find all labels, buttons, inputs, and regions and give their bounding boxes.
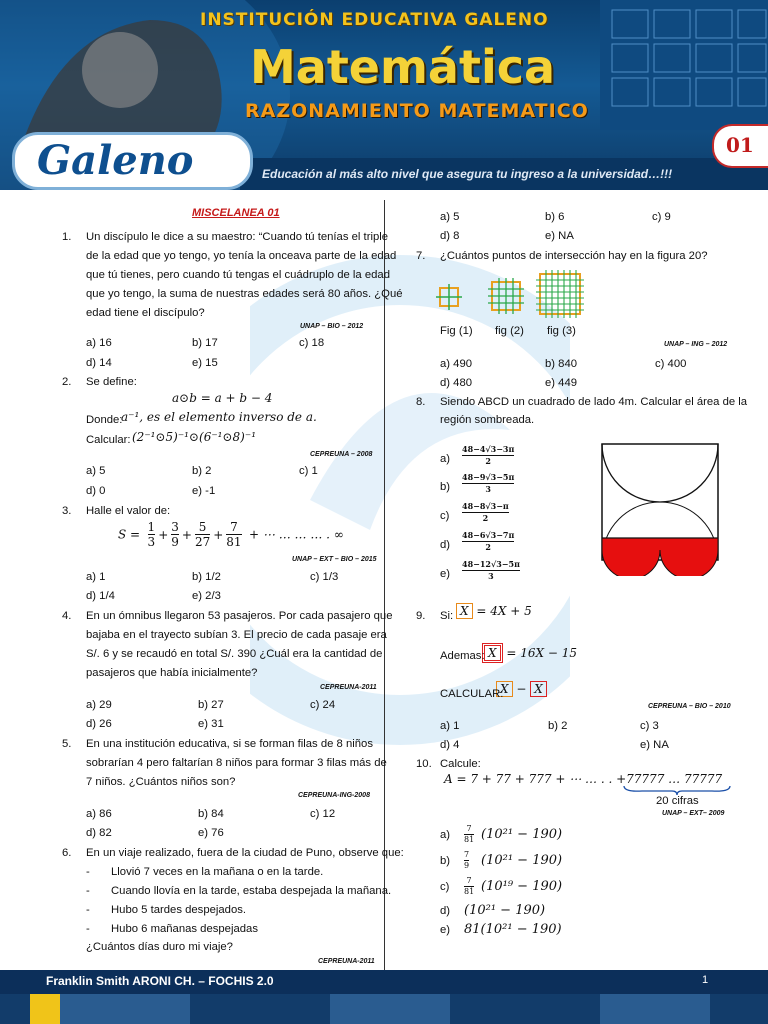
left-text-line: 2. [62, 376, 72, 388]
q10-option-letter: e) [440, 924, 451, 936]
series-fraction [171, 520, 179, 549]
left-text-line: En un ómnibus llegaron 53 pasajeros. Por cada pasajero que [86, 610, 393, 622]
right-text-line: c) 9 [652, 211, 671, 223]
intersection-figures [436, 270, 586, 320]
section-title: MISCELANEA 01 [192, 207, 280, 219]
box-variable: X [488, 646, 497, 660]
left-text-line: a) 16 [86, 337, 112, 349]
source-tag: UNAP – ING – 2012 [664, 341, 728, 348]
q10-option-expression: 81(10²¹ − 190) [464, 922, 562, 937]
left-text-line: edad tiene el discípulo? [86, 307, 205, 319]
q10-option-fraction [464, 824, 474, 845]
left-text-line: a) 1 [86, 571, 106, 583]
left-text-line: c) 1/3 [310, 571, 339, 583]
plus-sign: + [181, 527, 192, 542]
q10-option-letter: a) [440, 829, 451, 841]
right-text-line: Si: [440, 610, 454, 622]
slogan: Educación al más alto nivel que asegura tu ingreso a la universidad…!!! [262, 167, 673, 181]
left-text-line: e) 76 [198, 827, 224, 839]
left-text-line: c) 24 [310, 699, 336, 711]
operation-definition: a⊙b = a + b − 4 [172, 391, 273, 405]
left-text-line: bajaba en el trayecto subían 3. El precio de cada pasaje era [86, 629, 387, 641]
left-text-line: Un discípulo le dice a su maestro: “Cuando tú tenías el triple [86, 231, 389, 243]
right-text-line: 8. [416, 396, 426, 408]
worksheet-number-badge [712, 124, 768, 168]
q10-option-expression: (10¹⁹ − 190) [481, 879, 563, 894]
q8-option-letter: c) [440, 510, 450, 522]
q10-option-letter: b) [440, 855, 451, 867]
fraction-numerator: 3 [171, 520, 179, 534]
right-text-line: d) 4 [440, 739, 460, 751]
left-text-line: e) 31 [198, 718, 224, 730]
series-fraction [148, 520, 156, 549]
right-text-line: Calcule: [440, 758, 481, 770]
series-fraction [226, 520, 241, 549]
left-text-line: e) 15 [192, 357, 218, 369]
left-text-line: - [86, 923, 90, 935]
left-text-line: En un viaje realizado, fuera de la ciudad de Puno, observe que: [86, 847, 404, 859]
right-text-line: a) 1 [440, 720, 460, 732]
source-tag: UNAP – BIO – 2012 [300, 323, 364, 330]
right-text-line: 7. [416, 250, 426, 262]
fraction-denominator: 81 [464, 887, 475, 896]
left-text-line: - [86, 885, 90, 897]
left-text-line: b) 84 [198, 808, 224, 820]
right-text-line: región sombreada. [440, 414, 535, 426]
q9-equation-1 [456, 603, 532, 619]
left-text-line: c) 12 [310, 808, 336, 820]
q9-equation-2 [482, 643, 577, 663]
q8-option-fraction [462, 472, 514, 495]
fraction-numerator: 7 [226, 520, 241, 535]
left-text-line: d) 82 [86, 827, 112, 839]
right-text-line: ¿Cuántos puntos de intersección hay en la figura 20? [440, 250, 708, 262]
left-text-line: e) 2/3 [192, 590, 221, 602]
q10-option-letter: c) [440, 881, 450, 893]
source-tag: UNAP – EXT – BIO – 2015 [292, 556, 377, 563]
left-text-line: Calcular: [86, 434, 131, 446]
left-text-line: pasajeros que había inicialmente? [86, 667, 258, 679]
left-text-line: d) 26 [86, 718, 112, 730]
right-text-line: b) 2 [548, 720, 568, 732]
calculate-expression: (2⁻¹⊙5)⁻¹⊙(6⁻¹⊙8)⁻¹ [132, 430, 257, 444]
right-text-line: 20 cifras [656, 795, 699, 807]
fig-1 [436, 284, 462, 310]
q8-option-fraction [462, 501, 509, 524]
fraction-denominator: 3 [488, 571, 494, 581]
left-text-line: S/. 6 y se recaudó en total S/. 390 ¿Cuál era la cantidad de [86, 648, 383, 660]
left-text-line: ¿Cuántos días duro mi viaje? [86, 941, 233, 953]
institution-name: INSTITUCIÓN EDUCATIVA GALENO [200, 10, 549, 30]
q10-option-expression: (10²¹ − 190) [481, 827, 563, 842]
fraction-numerator: 48−8√3−π [462, 501, 509, 511]
left-text-line: Halle el valor de: [86, 505, 171, 517]
left-text-line: que yo tengo, la suma de nuestras edades será 80 años. ¿Qué [86, 288, 403, 300]
triangle-box [456, 603, 473, 619]
left-text-line: Cuando llovía en la tarde, estaba despejada la mañana. [111, 885, 392, 897]
fraction-denominator: 3 [147, 535, 156, 549]
right-text-line: Ademas: [440, 650, 485, 662]
left-text-line: c) 18 [299, 337, 325, 349]
source-tag: CEPREUNA-ING-2008 [298, 792, 370, 799]
fraction-numerator: 7 [464, 850, 470, 859]
minus-sign: − [516, 682, 527, 696]
right-text-line: 10. [416, 758, 432, 770]
q8-option-fraction [462, 530, 514, 553]
left-text-line: que tú tienes, pero cuando tú tengas el cuádruplo de la edad [86, 269, 390, 281]
right-text-line: d) 480 [440, 377, 473, 389]
left-text-line: a) 5 [86, 465, 106, 477]
fraction-numerator: 48−12√3−5π [462, 559, 520, 569]
left-text-line: d) 14 [86, 357, 112, 369]
series-expression [118, 520, 344, 549]
left-text-line: d) 1/4 [86, 590, 115, 602]
fraction-numerator: 1 [147, 520, 156, 534]
fraction-numerator: 7 [464, 876, 474, 887]
source-tag: UNAP – EXT– 2009 [662, 810, 725, 817]
left-text-line: Donde: [86, 414, 123, 426]
left-text-line: 3. [62, 505, 72, 517]
left-text-line: e) -1 [192, 485, 216, 497]
right-text-line: a) 490 [440, 358, 473, 370]
plus-sign: + [158, 527, 169, 542]
q8-option-letter: e) [440, 568, 451, 580]
right-text-line: e) 449 [545, 377, 578, 389]
left-text-line: 5. [62, 738, 72, 750]
fraction-numerator: 48−4√3−3π [462, 444, 515, 454]
right-text-line: fig (2) [495, 325, 524, 337]
fraction-denominator: 81 [464, 835, 475, 844]
page-number: 1 [702, 974, 709, 986]
left-text-line: b) 2 [192, 465, 212, 477]
footer-author: Franklin Smith ARONI CH. – FOCHIS 2.0 [46, 974, 274, 988]
left-text-line: d) 0 [86, 485, 106, 497]
left-text-line: a) 29 [86, 699, 112, 711]
right-text-line: 9. [416, 610, 426, 622]
source-tag: CEPREUNA – 2008 [310, 451, 373, 458]
q9-calculate-expression [496, 681, 547, 697]
right-text-line: b) 840 [545, 358, 578, 370]
q10-option-letter: d) [440, 905, 451, 917]
footer-band [0, 994, 768, 1024]
worksheet-number: 01 [726, 133, 754, 157]
right-text-line: fig (3) [547, 325, 576, 337]
left-text-line: Hubo 5 tardes despejados. [111, 904, 247, 916]
right-text-line: b) 6 [545, 211, 565, 223]
right-text-line: a) 5 [440, 211, 460, 223]
left-text-line: Se define: [86, 376, 137, 388]
header-banner [0, 0, 768, 190]
left-text-line: b) 1/2 [192, 571, 221, 583]
left-text-line: - [86, 866, 90, 878]
q8-option-letter: a) [440, 453, 451, 465]
right-text-line: Fig (1) [440, 325, 473, 337]
source-tag: CEPREUNA – BIO – 2010 [648, 703, 731, 710]
fraction-numerator: 7 [464, 824, 474, 835]
q8-option-fraction [462, 444, 514, 467]
box-variable: X [534, 682, 543, 696]
fraction-denominator: 27 [194, 535, 211, 549]
fraction-denominator: 2 [485, 456, 491, 466]
left-text-line: b) 17 [192, 337, 218, 349]
shaded-region [602, 538, 718, 576]
right-text-line: Siendo ABCD un cuadrado de lado 4m. Calcular el área de la [440, 396, 748, 408]
fraction-denominator: 3 [485, 484, 491, 494]
series-fractions [145, 520, 245, 549]
left-text-line: b) 27 [198, 699, 224, 711]
left-text-line: - [86, 904, 90, 916]
right-text-line: c) 400 [655, 358, 687, 370]
q10-sum-expression: A = 7 + 77 + 777 + ⋯ … . . +77777 … 77777 [444, 772, 723, 786]
q8-option-fraction [462, 559, 520, 582]
left-text-line: c) 1 [299, 465, 318, 477]
course-title: RAZONAMIENTO MATEMATICO [245, 100, 589, 122]
q10-option-fraction [464, 876, 474, 897]
left-text-line: Llovió 7 veces en la mañana o en la tarde. [111, 866, 324, 878]
q8-option-letter: b) [440, 481, 451, 493]
left-text-line: 1. [62, 231, 72, 243]
left-text-line: de la edad que yo tengo, yo tenía la onceava parte de la edad [86, 250, 397, 262]
box-variable: X [500, 682, 509, 696]
left-text-line: En una institución educativa, si se forman filas de 8 niños [86, 738, 373, 750]
series-fraction [195, 520, 210, 549]
equation-1-rhs: = 4X + 5 [476, 604, 532, 618]
inverse-definition: a⁻¹, es el elemento inverso de a. [121, 410, 317, 424]
right-text-line: CALCULAR: [440, 688, 504, 700]
left-text-line: a) 86 [86, 808, 112, 820]
right-text-line: c) 3 [640, 720, 659, 732]
double-square-box [482, 643, 503, 663]
fraction-denominator: 9 [464, 861, 470, 870]
square-box [530, 681, 547, 697]
series-tail: + ⋯ … … … . ∞ [249, 527, 344, 542]
fig-2 [488, 278, 524, 314]
left-text-line: Hubo 6 mañanas despejadas [111, 923, 258, 935]
source-tag: CEPREUNA-2011 [320, 684, 377, 691]
q8-option-letter: d) [440, 539, 451, 551]
fraction-numerator: 5 [195, 520, 210, 535]
fig-3 [536, 270, 584, 318]
subject-title: Matemática [250, 40, 556, 94]
shaded-square-figure [598, 440, 722, 576]
fraction-denominator: 2 [485, 542, 491, 552]
right-text-line: e) NA [545, 230, 574, 242]
fraction-denominator: 2 [482, 513, 489, 523]
q10-option-fraction [464, 850, 469, 871]
fraction-numerator: 48−6√3−7π [462, 530, 515, 540]
equation-2-rhs: = 16X − 15 [506, 646, 578, 660]
galeno-logo [12, 132, 253, 190]
plus-sign: + [213, 527, 224, 542]
series-label: S = [118, 527, 141, 542]
source-tag: CEPREUNA-2011 [318, 958, 375, 965]
footer [0, 970, 768, 994]
q10-option-expression: (10²¹ − 190) [481, 853, 563, 868]
box-variable: X [460, 604, 469, 618]
q10-option-expression: (10²¹ − 190) [464, 903, 546, 918]
logo-text: Galeno [37, 137, 194, 184]
right-text-line: e) NA [640, 739, 669, 751]
fraction-numerator: 48−9√3−5π [462, 472, 515, 482]
fraction-denominator: 9 [171, 535, 179, 549]
left-text-line: sobrarían 4 pero faltarían 8 niños para formar 3 filas más de [86, 757, 387, 769]
right-text-line: d) 8 [440, 230, 460, 242]
left-text-line: 7 niños. ¿Cuántos niños son? [86, 776, 236, 788]
left-text-line: 6. [62, 847, 72, 859]
fraction-denominator: 81 [226, 535, 242, 549]
left-text-line: 4. [62, 610, 72, 622]
